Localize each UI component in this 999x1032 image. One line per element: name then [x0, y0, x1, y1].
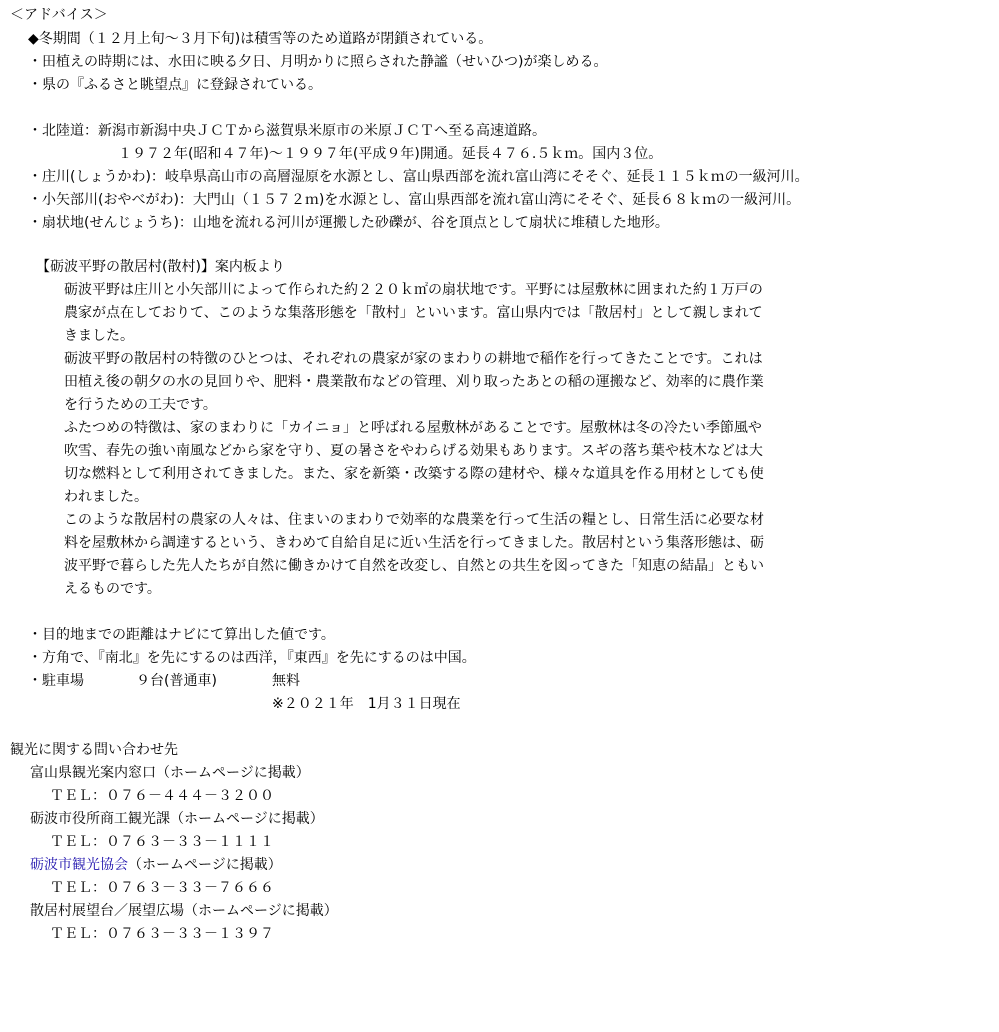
signboard-line: このような散居村の農家の人々は、住まいのまわりで効率的な農業を行って生活の糧とし、日常生活に必要な材 [64, 512, 764, 528]
contact-tel: ＴＥＬ：０７６－４４４－３２００ [50, 788, 274, 804]
contact-tel: ＴＥＬ：０７６３－３３－１１１１ [50, 834, 274, 850]
signboard-line: ふたつめの特徴は、家のまわりに「カイニョ」と呼ばれる屋敷林があることです。屋敷林は冬の冷たい季節風や [64, 420, 762, 436]
parking-fee: 無料 [272, 673, 300, 689]
signboard-line: 波平野で暮らした先人たちが自然に働きかけて自然を改変し、自然との共生を図ってきた「知恵の結晶」ともい [64, 558, 764, 574]
contact-name-row [30, 854, 282, 876]
contact-name-suffix: （ホームページに掲載） [128, 857, 282, 873]
glossary-item-hokurikudo: ・北陸道：新潟市新潟中央ＪＣＴから滋賀県米原市の米原ＪＣＴへ至る高速道路。 [28, 123, 546, 139]
signboard-line: 農家が点在しておりて、このような集落形態を「散村」といいます。富山県内では「散居村」として親しまれて [64, 305, 763, 321]
advice-bullet: ・田植えの時期には、水田に映る夕日、月明かりに照らされた静謐（せいひつ)が楽しめる。 [28, 54, 608, 70]
signboard-line: 砺波平野の散居村の特徴のひとつは、それぞれの農家が家のまわりの耕地で稲作を行ってきたことです。これは [64, 351, 763, 367]
signboard-heading: 【砺波平野の散居村(散村)】案内板より [36, 259, 285, 275]
contacts-heading: 観光に関する問い合わせ先 [10, 742, 178, 758]
contact-tel: ＴＥＬ：０７６３－３３－７６６６ [50, 880, 274, 896]
contact-name: 散居村展望台／展望広場（ホームページに掲載） [30, 903, 338, 919]
signboard-line: 吹雪、春先の強い南風などから家を守り、夏の暑さをやわらげる効果もあります。スギの落ち葉や枝木などは大 [64, 443, 763, 459]
parking-label: ・駐車場 [28, 673, 84, 689]
signboard-line: えるものです。 [64, 581, 161, 597]
winter-closure-notice: ◆冬期間（１２月上旬～３月下旬)は積雪等のため道路が閉鎖されている。 [28, 31, 493, 47]
note-distance: ・目的地までの距離はナビにて算出した値です。 [28, 627, 335, 643]
glossary-item-oyabegawa: ・小矢部川(おやべがわ)：大門山（１５７２ｍ)を水源とし、富山県西部を流れ富山湾にそそぐ、延長６８ｋｍの一級河川。 [28, 192, 801, 208]
note-direction: ・方角で、『南北』を先にするのは西洋，『東西』を先にするのは中国。 [28, 650, 476, 666]
glossary-item-senjochi: ・扇状地(せんじょうち)：山地を流れる河川が運搬した砂礫が、谷を頂点として扇状に堆積した地形。 [28, 215, 669, 231]
contact-name: 砺波市役所商工観光課（ホームページに掲載） [30, 811, 324, 827]
signboard-line: を行うための工夫です。 [64, 397, 217, 413]
signboard-line: 田植え後の朝夕の水の見回りや、肥料・農業散布などの管理、刈り取ったあとの稲の運搬など、効率的に農作業 [64, 374, 764, 390]
advice-bullet: ・県の『ふるさと眺望点』に登録されている。 [28, 77, 322, 93]
signboard-line: 砺波平野は庄川と小矢部川によって作られた約２２０ｋ㎡の扇状地です。平野には屋敷林に囲まれた約１万戸の [64, 282, 763, 298]
tonami-tourism-association-link[interactable]: 砺波市観光協会 [30, 857, 128, 873]
contact-tel: ＴＥＬ：０７６３－３３－１３９７ [50, 926, 274, 942]
signboard-line: きました。 [64, 328, 134, 344]
parking-capacity: ９台(普通車) [136, 673, 217, 689]
signboard-line: 切な燃料として利用されてきました。また、家を新築・改築する際の建材や、様々な道具を作る用材としても使 [64, 466, 764, 482]
advice-heading: ＜アドバイス＞ [10, 7, 108, 23]
signboard-line: 料を屋敷林から調達するという、きわめて自給自足に近い生活を行ってきました。散居村という集落形態は、砺 [64, 535, 764, 551]
glossary-item-shogawa: ・庄川(しょうかわ)：岐阜県高山市の高層湿原を水源とし、富山県西部を流れ富山湾にそそぐ、延長１１５ｋｍの一級河川。 [28, 169, 809, 185]
signboard-line: われました。 [64, 489, 148, 505]
glossary-item-hokurikudo-detail: １９７２年(昭和４７年)～１９９７年(平成９年)開通。延長４７６.５ｋｍ。国内３位。 [118, 146, 663, 162]
parking-as-of-date: ※２０２１年 1月３１日現在 [272, 696, 461, 712]
contact-name: 富山県観光案内窓口（ホームページに掲載） [30, 765, 310, 781]
